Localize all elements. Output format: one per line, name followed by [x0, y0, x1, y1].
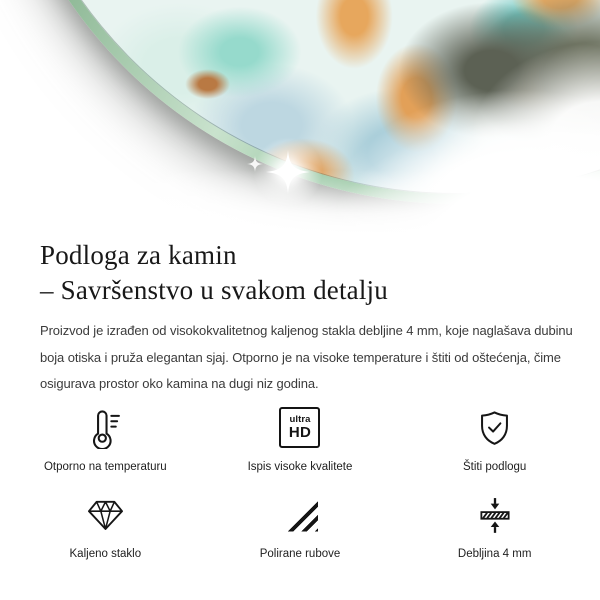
product-hero-image [0, 0, 600, 237]
product-description-text: Proizvod je izrađen od visokokvalitetnog kaljenog stakla debljine 4 mm, koje naglašava dubinu boja otiska i pruža elegantan sjaj. Otporno je na visoke temperature i štiti od oštećenja, čime osigurava prostor oko kamina na dugi niz godina. [40, 323, 573, 391]
feature-label: Polirane rubove [259, 547, 341, 560]
feature-protects-floor [397, 407, 592, 474]
feature-label: Štiti podlogu [463, 460, 527, 473]
feature-print-quality [203, 407, 398, 474]
page-title-line2: – Savršenstvo u svakom detalju [40, 275, 388, 305]
product-description-section [0, 238, 600, 398]
feature-label: Ispis visoke kvalitete [247, 460, 353, 473]
feature-label: Otporno na temperaturu [43, 460, 167, 473]
thermometer-icon [87, 407, 123, 449]
sparkle-highlight-icon [266, 150, 310, 194]
sparkle-small-icon [247, 156, 263, 172]
diagonal-stripes-shape [281, 498, 318, 532]
diamond-icon [86, 494, 125, 536]
feature-tempered-glass [8, 494, 203, 561]
feature-label: Debljina 4 mm [457, 547, 532, 560]
page-title [40, 238, 574, 308]
feature-temperature [8, 407, 203, 474]
sparkle-star-icon [266, 150, 310, 194]
feature-label: Kaljeno staklo [69, 547, 142, 560]
shield-check-icon [476, 407, 513, 449]
ultra-hd-badge-bottom: HD [288, 424, 312, 441]
feature-thickness [397, 494, 592, 561]
thickness-icon [476, 494, 514, 536]
ultra-hd-badge [279, 407, 320, 448]
ultra-hd-badge-top: ultra [289, 414, 311, 425]
polished-edge-icon [281, 494, 318, 536]
feature-grid [0, 407, 600, 561]
ultra-hd-icon [279, 407, 320, 449]
page-title-line1: Podloga za kamin [40, 240, 237, 270]
feature-polished-edges [203, 494, 398, 561]
